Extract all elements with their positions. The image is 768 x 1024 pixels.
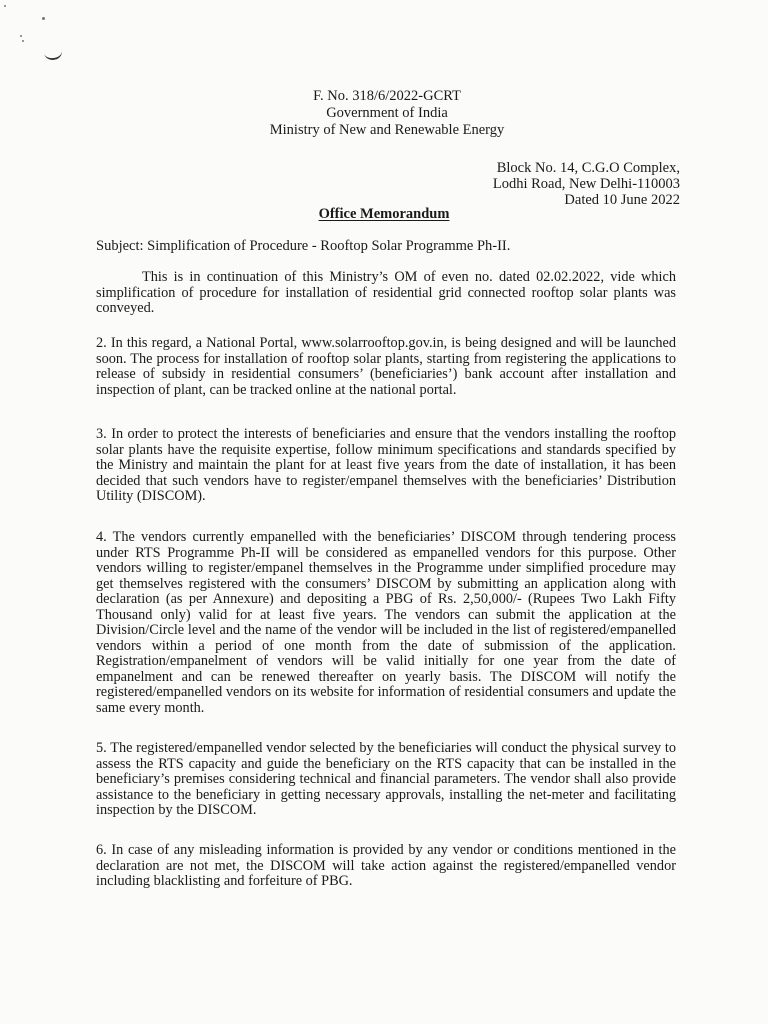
paragraph-5: 5. The registered/empanelled vendor selected by the beneficiaries will conduct the physical survey to assess the RTS capacity and guide the beneficiary on the RTS capacity that can be installed in the beneficiary’s premises considering technical and financial parameters. The vendor shall also provide assistance to the beneficiary in getting necessary approvals, installing the net-meter and facilitating inspection by the DISCOM. [96,740,676,818]
address-line-1: Block No. 14, C.G.O Complex, [496,160,680,176]
date-line: Dated 10 June 2022 [564,192,680,208]
paragraph-3: 3. In order to protect the interests of beneficiaries and ensure that the vendors installing the rooftop solar plants have the requisite expertise, follow minimum specifications and standards specified by the Ministry and maintain the plant for at least five years from the date of installation, it has been decided that such vendors have to register/empanel themselves with the beneficiaries’ Distribution Utility (DISCOM). [96,426,676,504]
paragraph-4: 4. The vendors currently empanelled with the beneficiaries’ DISCOM through tendering process under RTS Programme Ph-II will be considered as empanelled vendors for this purpose. Other vendors willing to register/empanel themselves in the Programme under simplified procedure may get themselves registered with the consumers’ DISCOM by submitting an application along with declaration (as per Annexure) and depositing a PBG of Rs. 2,50,000/- (Rupees Two Lakh Fifty Thousand only) valid for at least five years. The vendors can submit the application at the Division/Circle level and the name of the vendor will be included in the list of registered/empanelled vendors within a period of one month from the date of submission of the application. Registration/empanelment of vendors will be valid initially for one year from the date of empanelment and can be renewed thereafter on yearly basis. The DISCOM will notify the registered/empanelled vendors on its website for information of residential consumers and update the same every month. [96,529,676,716]
ministry-name: Ministry of New and Renewable Energy [269,122,505,138]
memo-title-wrap [0,206,768,223]
subject-line: Subject: Simplification of Procedure - Rooftop Solar Programme Ph-II. [96,238,511,254]
address-line-2: Lodhi Road, New Delhi-110003 [492,176,680,192]
paragraph-6: 6. In case of any misleading information is provided by any vendor or conditions mentioned in the declaration are not met, the DISCOM will take action against the registered/empanelled vendor including blacklisting and forfeiture of PBG. [96,842,676,889]
paragraph-1: This is in continuation of this Ministry’s OM of even no. dated 02.02.2022, vide which simplification of procedure for installation of residential grid connected rooftop solar plants was conveyed. [96,269,676,316]
pen-mark [43,43,63,61]
file-number: F. No. 318/6/2022-GCRT [313,88,461,104]
paragraph-2: 2. In this regard, a National Portal, www.solarrooftop.gov.in, is being designed and will be launched soon. The process for installation of rooftop solar plants, starting from registering the applications to release of subsidy in residential consumers’ (beneficiaries’) bank account after installation and inspection of plant, can be tracked online at the national portal. [96,335,676,398]
government-name: Government of India [326,105,448,121]
memo-title: Office Memorandum [318,206,450,222]
